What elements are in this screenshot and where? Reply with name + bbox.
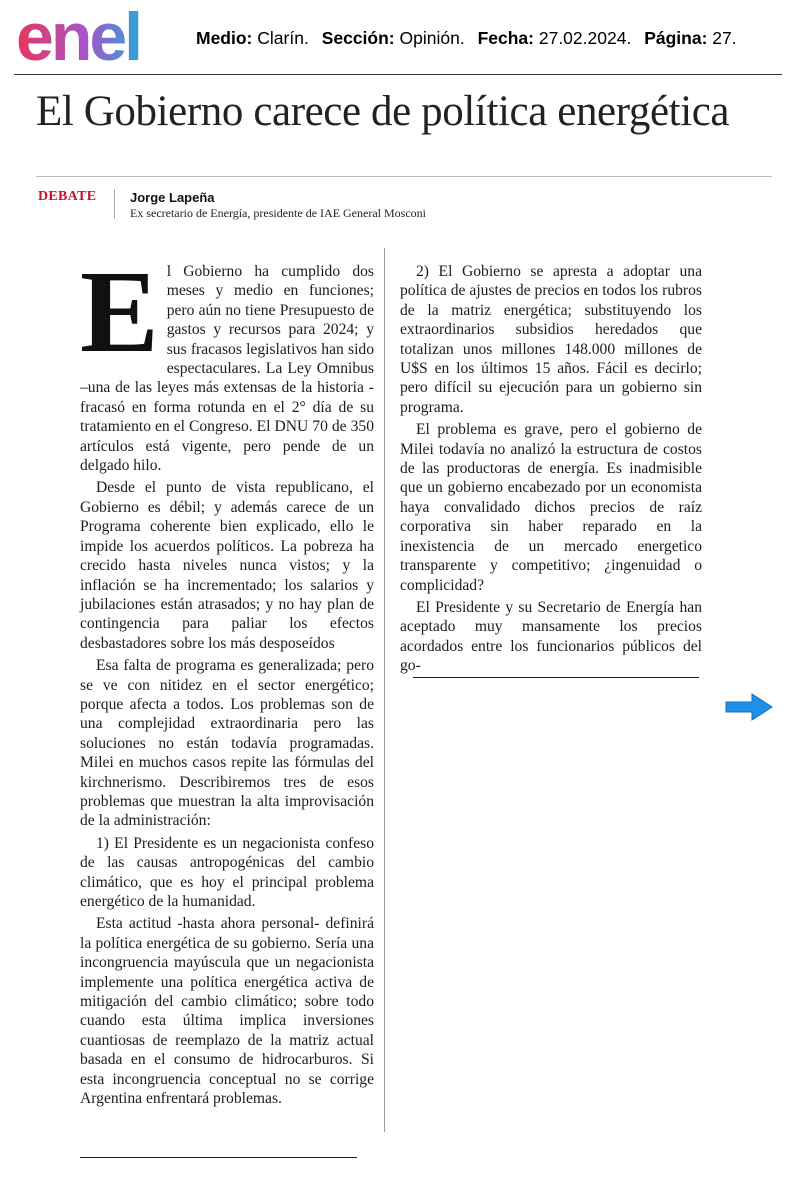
paragraph: 1) El Presidente es un negacionista confeso de las causas antropogénicas del cambio climático, que es hoy el principal problema energético de la humanidad. xyxy=(80,834,374,910)
paragraph: El Gobierno ha cumplido dos meses y medio en funciones; pero aún no tiene Presupuesto de gastos y recursos para 2024; y sus fracasos legislativos han sido espectaculares. La Ley Omnibus –una de las leyes más extensas de la historia - fracasó en forma rotunda en el 2° día de su tratamiento en el Congreso. El DNU 70 de 350 artículos está vigente, pero pende de un delgado hilo. xyxy=(80,246,374,475)
paragraph: El Presidente y su Secretario de Energía han aceptado muy mansamente los precios acordados entre los funcionarios públicos del go- xyxy=(400,598,702,675)
clipping-metadata xyxy=(196,28,737,49)
seccion-label: Sección: xyxy=(321,28,395,48)
clipping-header xyxy=(0,0,800,76)
paragraph: Esa falta de programa es generalizada; pero se ve con nitidez en el sector energético; porque afecta a todos. Los problemas son de una complejidad extraordinaria pero las soluciones no están todavía programadas. Milei en muchos casos repite las fórmulas del kirchnerismo. Describiremos tres de esos problemas que muestran la alta improvisación de la administración: xyxy=(80,657,374,830)
header-divider xyxy=(14,74,782,75)
column-separator xyxy=(384,248,385,1132)
article-column-right xyxy=(400,262,702,679)
fecha-label: Fecha: xyxy=(477,28,534,48)
svg-text:enel: enel xyxy=(16,6,141,70)
pagina-label: Página: xyxy=(644,28,708,48)
paragraph: El problema es grave, pero el gobierno de Milei todavía no analizó la estructura de costos de las productoras de energía. Es inadmisible que un gobierno encabezado por un economista haya convalidado dichos precios de raíz corporativa sin haber reparado en la inexistencia de un mercado energetico transparente y competitivo; ¿ingenuidad o complicidad? xyxy=(400,421,702,594)
article-headline: El Gobierno carece de política energética xyxy=(36,88,730,135)
byline-separator xyxy=(114,189,115,219)
column-end-rule xyxy=(413,677,699,678)
paragraph: Desde el punto de vista republicano, el Gobierno es débil; y además carece de un Programa coherente bien explicado, ello le impide los acuerdos políticos. La pobreza ha crecido hasta niveles nunca vistos; y la inflación se ha incrementado; los salarios y jubilaciones están atrasados; y no hay plan de contingencia para paliar los efectos desbastadores sobre los más desposeídos xyxy=(80,479,374,652)
enel-logo xyxy=(14,6,184,70)
byline-divider xyxy=(36,176,772,177)
medio-value: Clarín. xyxy=(257,28,309,48)
article-column-left xyxy=(80,246,374,1111)
author-name: Jorge Lapeña xyxy=(130,190,215,205)
fecha-value: 27.02.2024. xyxy=(538,28,632,48)
column-end-rule xyxy=(80,1157,357,1158)
drop-cap: E xyxy=(80,246,159,377)
paragraph: Esta actitud -hasta ahora personal- definirá la política energética de su gobierno. Sería una incongruencia mayúscula que un negacionista implemente una política energética activa de mitigación del cambio climático; sobre todo cuando esta última implica inversiones cuantiosas de reemplazo de la matriz actual basada en el consumo de hidrocarburos. Si esta incongruencia conceptual no se corrige Argentina enfrentará problemas. xyxy=(80,915,374,1108)
author-role: Ex secretario de Energía, presidente de IAE General Mosconi xyxy=(130,206,426,220)
paragraph: 2) El Gobierno se apresta a adoptar una política de ajustes de precios en todos los rubros de la matriz energética; substituyendo los extraordinarios subsidios heredados que totalizan unos millones 148.000 millones de U$S en los últimos 15 años. Fácil es decirlo; pero difícil su ejecución para un gobierno sin programa. xyxy=(400,263,702,416)
pagina-value: 27. xyxy=(712,28,737,48)
medio-label: Medio: xyxy=(196,28,253,48)
seccion-value: Opinión. xyxy=(399,28,465,48)
arrow-right-icon[interactable] xyxy=(724,692,774,722)
section-tag: DEBATE xyxy=(38,189,97,204)
